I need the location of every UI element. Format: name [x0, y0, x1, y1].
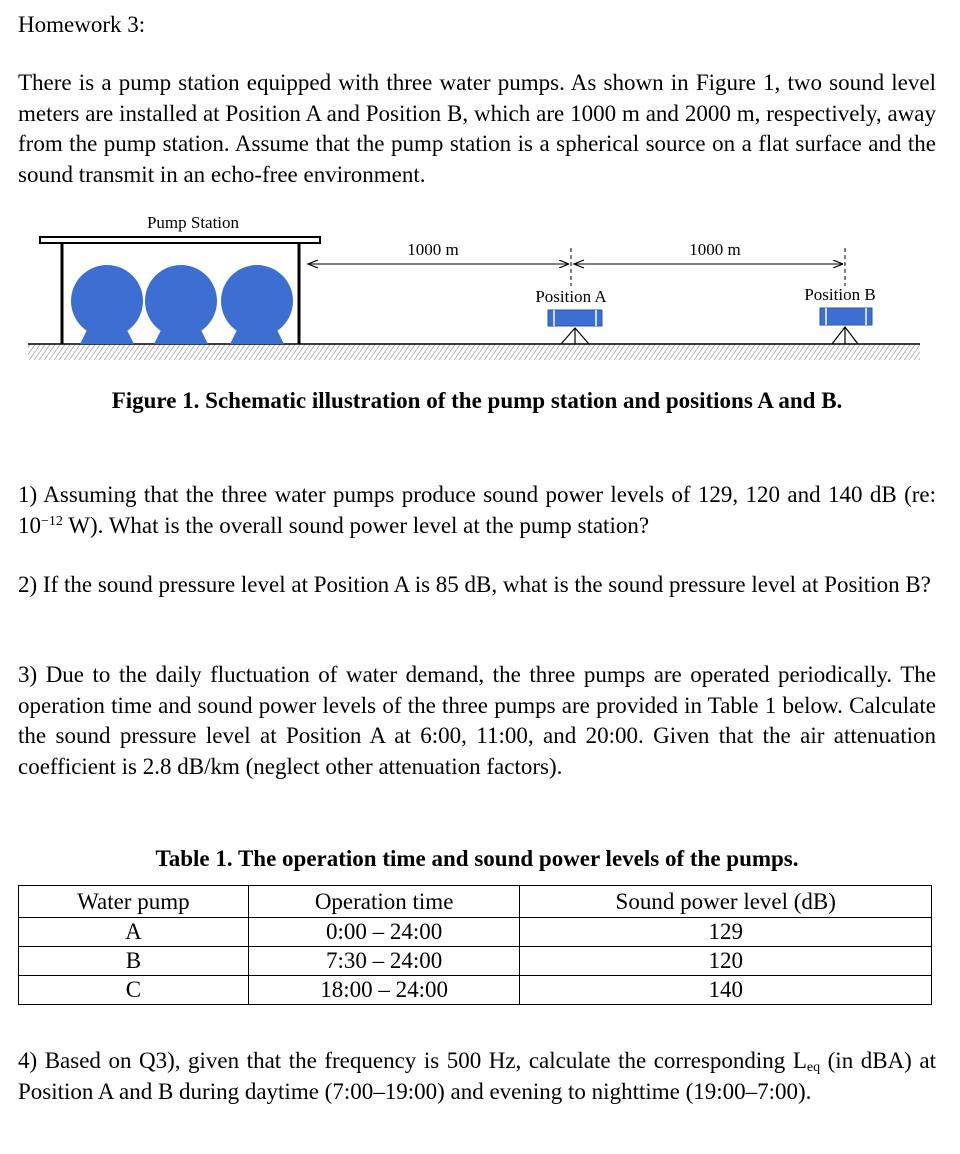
water-pump-icon: [221, 265, 293, 344]
question-2: 2) If the sound pressure level at Position A is 85 dB, what is the sound pressure level at Position B?: [18, 572, 931, 597]
sound-level-meter-icon: [548, 310, 602, 344]
cell-level: 140: [520, 976, 932, 1005]
sound-level-meter-icon: [820, 308, 872, 344]
cell-level: 120: [520, 947, 932, 976]
header-water-pump: Water pump: [19, 886, 249, 918]
question-3: 3) Due to the daily fluctuation of water demand, the three pumps are operated periodically. The operation time and sound power levels of the three pumps are provided in Table 1 below. Calculate the sound pressure level at Position A at 6:00, 11:00, and 20:00. Given that the air attenuation coefficient is 2.8 dB/km (neglect other attenuation factors).: [18, 662, 936, 779]
cell-pump: A: [19, 918, 249, 947]
pump-station-label: Pump Station: [146, 213, 240, 232]
cell-pump: C: [19, 976, 249, 1005]
header-sound-power-level: Sound power level (dB): [520, 886, 932, 918]
cell-time: 0:00 – 24:00: [248, 918, 520, 947]
table-row: [19, 976, 932, 1005]
distance-label-station-to-a: 1000 m: [407, 240, 459, 259]
question-4: [18, 1046, 936, 1107]
table-row: [19, 918, 932, 947]
exponent: −12: [41, 513, 63, 529]
homework-heading: Homework 3:: [18, 12, 146, 37]
subscript: eq: [806, 1060, 821, 1075]
figure-caption: Figure 1. Schematic illustration of the pump station and positions A and B.: [111, 388, 843, 413]
table-row: [19, 947, 932, 976]
question-1-text: 1) Assuming that the three water pumps produce sound power levels of 129, 120 and 140 dB (re: 10: [18, 482, 936, 538]
figure-1-schematic: [18, 204, 936, 374]
homework-page: [18, 8, 936, 1104]
question-1-text-cont: W). What is the overall sound power level at the pump station?: [62, 512, 650, 538]
intro-paragraph: There is a pump station equipped with three water pumps. As shown in Figure 1, two sound level meters are installed at Position A and Position B, which are 1000 m and 2000 m, respectively, away from the pump station. Assume that the pump station is a spherical source on a flat surface and the sound transmit in an echo-free environment.: [18, 70, 936, 187]
position-a-label: Position A: [535, 287, 607, 306]
question-1: [18, 480, 936, 541]
water-pump-icon: [71, 265, 143, 344]
ground-hatch: [28, 344, 920, 360]
question-4-text: 4) Based on Q3), given that the frequency is 500 Hz, calculate the corresponding L: [18, 1048, 807, 1073]
distance-label-a-to-b: 1000 m: [689, 240, 741, 259]
position-b-label: Position B: [804, 285, 876, 304]
header-operation-time: Operation time: [248, 886, 520, 918]
table-caption: Table 1. The operation time and sound power levels of the pumps.: [155, 846, 799, 871]
pump-table: [18, 885, 932, 1005]
station-roof: [40, 237, 320, 243]
cell-time: 18:00 – 24:00: [248, 976, 520, 1005]
question-4-text-cont: (in dBA) at Position A and B during daytime (7:00–19:00) and evening to nighttime (19:00–7:00).: [18, 1048, 936, 1104]
cell-pump: B: [19, 947, 249, 976]
cell-level: 129: [520, 918, 932, 947]
water-pump-icon: [145, 265, 217, 344]
cell-time: 7:30 – 24:00: [248, 947, 520, 976]
table-header-row: [19, 886, 932, 918]
